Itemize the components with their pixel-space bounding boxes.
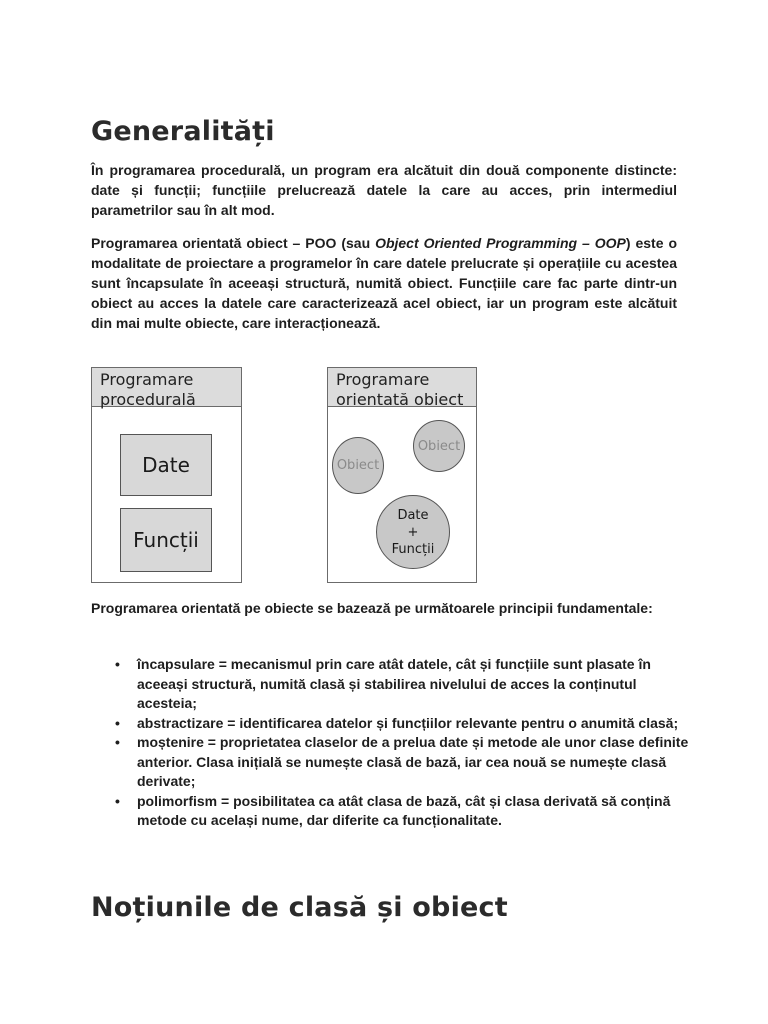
diagram-oop-header-line1: Programare (336, 370, 430, 389)
diagram-procedural-header-line1: Programare (100, 370, 194, 389)
principle-abstraction: abstractizare = identificarea datelor și funcțiilor relevante pentru o anumită clasă; (137, 714, 679, 731)
list-item (115, 655, 697, 714)
circle-label-functii: Funcții (391, 541, 435, 557)
diagram-oop (327, 367, 477, 583)
bullet-icon: • (115, 714, 120, 731)
principle-inheritance: moștenire = proprietatea claselor de a prelua date și metode ale unor clase definite anterior. Clasa inițială se numește clasă de bază, iar cea nouă se numește clasă derivate; (137, 734, 689, 789)
bullet-icon: • (115, 792, 120, 809)
diagram-procedural-header (92, 368, 241, 407)
paragraph-principles-intro: Programarea orientată pe obiecte se bazează pe următoarele principii fundamentale: (91, 600, 653, 616)
list-item (115, 792, 697, 831)
list-item (115, 714, 697, 734)
principles-list (91, 655, 697, 831)
paragraph-procedural: În programarea procedurală, un program era alcătuit din două componente distincte: date și funcții; funcțiile prelucrează datele la care au acces, prin intermediul parametrilor sau în alt mod. (91, 162, 677, 218)
section-heading-clasa-obiect: Noțiunile de clasă și obiect (91, 892, 508, 923)
diagram-procedural-header-line2: procedurală (100, 390, 196, 409)
paragraph-poo-start: Programarea orientată obiect – POO (sau (91, 235, 376, 251)
bullet-icon: • (115, 734, 120, 750)
object-circle-detail (376, 495, 450, 569)
circle-label-date: Date (397, 507, 429, 523)
diagram-procedural (91, 367, 242, 583)
paragraph-poo (91, 233, 677, 333)
object-circle-right: Obiect (413, 420, 465, 472)
diagram-oop-header (328, 368, 476, 407)
date-box: Date (120, 434, 212, 496)
diagram-oop-header-line2: orientată obiect (336, 390, 464, 409)
paragraph-poo-italic: Object Oriented Programming – OOP (375, 235, 626, 251)
list-item (115, 733, 697, 792)
paragraph-poo-end: ) este o modalitate de proiectare a programelor în care datele prelucrate și operațiile cu acestea sunt încapsulate în aceeași structură, numită obiect. Funcțiile care fac parte dintr-un obiect au acces la datele care caracterizează acel obiect, iar un program este alcătuit din mai multe obiecte, care interacționează. (91, 235, 677, 331)
bullet-icon: • (115, 656, 120, 672)
circle-label-plus: + (407, 524, 419, 540)
section-heading-generalitati: Generalități (91, 116, 275, 147)
object-circle-left: Obiect (332, 437, 384, 494)
principle-encapsulation: încapsulare = mecanismul prin care atât datele, cât și funcțiile sunt plasate în aceeași structură, numită clasă și stabilirea nivelului de acces la conținutul acesteia; (137, 656, 651, 711)
functii-box: Funcții (120, 508, 212, 572)
principle-polymorphism: polimorfism = posibilitatea ca atât clasa de bază, cât și clasa derivată să conțină metode cu același nume, dar diferite ca funcționalitate. (137, 792, 671, 828)
